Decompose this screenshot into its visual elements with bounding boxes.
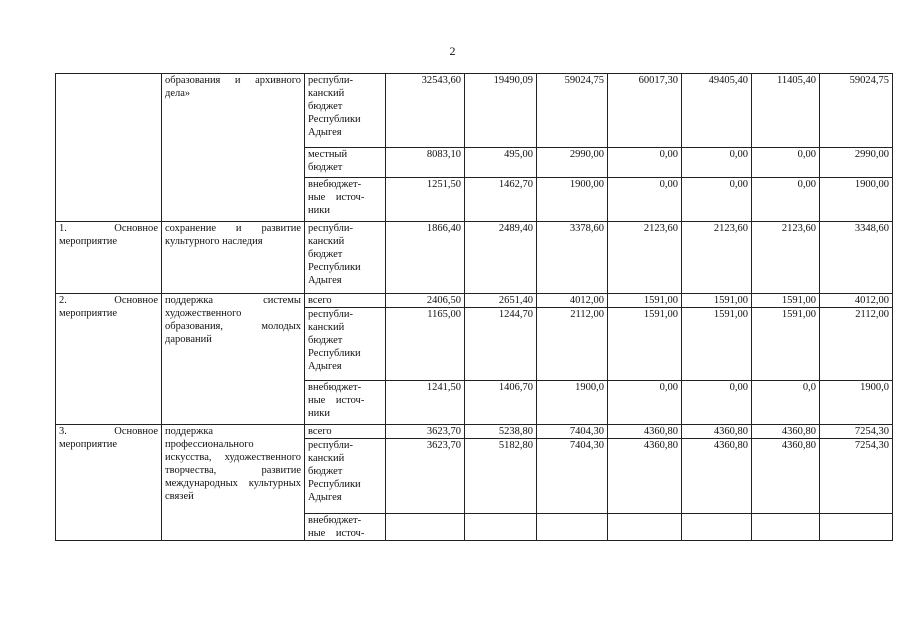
value-cell	[465, 514, 537, 541]
source-cell: всего	[305, 425, 386, 439]
event-cell	[56, 74, 162, 222]
source-cell: республи- канский бюджет Республики Адыгея	[305, 74, 386, 148]
value-cell: 1591,00	[682, 294, 752, 308]
description-cell: образования и архивного дела»	[162, 74, 305, 222]
value-cell: 1165,00	[386, 308, 465, 381]
value-cell: 4360,80	[752, 439, 820, 514]
table-row	[56, 425, 893, 439]
value-cell: 60017,30	[608, 74, 682, 148]
value-cell: 2489,40	[465, 222, 537, 294]
table-row	[56, 74, 893, 148]
source-cell: республи- канский бюджет Республики Адыгея	[305, 222, 386, 294]
value-cell: 5182,80	[465, 439, 537, 514]
value-cell: 1591,00	[752, 294, 820, 308]
value-cell: 0,00	[682, 178, 752, 222]
source-cell: республи- канский бюджет Республики Адыгея	[305, 439, 386, 514]
source-cell: внебюджет- ные источ- ники	[305, 178, 386, 222]
source-cell: местный бюджет	[305, 148, 386, 178]
value-cell: 49405,40	[682, 74, 752, 148]
value-cell: 4012,00	[820, 294, 893, 308]
table-row	[56, 294, 893, 308]
value-cell: 3623,70	[386, 425, 465, 439]
source-cell: внебюджет- ные источ-	[305, 514, 386, 541]
value-cell	[752, 514, 820, 541]
value-cell: 2406,50	[386, 294, 465, 308]
value-cell: 8083,10	[386, 148, 465, 178]
source-cell: внебюджет- ные источ- ники	[305, 381, 386, 425]
source-cell: республи- канский бюджет Республики Адыгея	[305, 308, 386, 381]
value-cell: 3623,70	[386, 439, 465, 514]
value-cell: 19490,09	[465, 74, 537, 148]
value-cell: 7254,30	[820, 425, 893, 439]
value-cell: 1462,70	[465, 178, 537, 222]
value-cell: 1866,40	[386, 222, 465, 294]
value-cell: 0,00	[752, 178, 820, 222]
value-cell: 7404,30	[537, 439, 608, 514]
value-cell: 1591,00	[608, 308, 682, 381]
value-cell: 1244,70	[465, 308, 537, 381]
value-cell	[537, 514, 608, 541]
value-cell: 0,00	[682, 381, 752, 425]
value-cell: 2112,00	[537, 308, 608, 381]
description-cell: поддержка профессионального искусства, художественного творчества, развитие международных культурных связей	[162, 425, 305, 541]
value-cell: 59024,75	[820, 74, 893, 148]
value-cell: 0,00	[752, 148, 820, 178]
value-cell: 2123,60	[682, 222, 752, 294]
value-cell: 1251,50	[386, 178, 465, 222]
value-cell: 1900,00	[537, 178, 608, 222]
value-cell: 4360,80	[608, 425, 682, 439]
value-cell: 1591,00	[608, 294, 682, 308]
value-cell: 495,00	[465, 148, 537, 178]
value-cell: 3348,60	[820, 222, 893, 294]
value-cell: 4360,80	[752, 425, 820, 439]
value-cell: 32543,60	[386, 74, 465, 148]
event-cell: 3. Основное мероприятие	[56, 425, 162, 541]
event-cell: 2. Основное мероприятие	[56, 294, 162, 425]
source-cell: всего	[305, 294, 386, 308]
description-cell: сохранение и развитие культурного наследия	[162, 222, 305, 294]
value-cell: 2112,00	[820, 308, 893, 381]
value-cell: 4360,80	[682, 425, 752, 439]
table-row	[56, 222, 893, 294]
page-number: 2	[449, 44, 456, 58]
value-cell: 5238,80	[465, 425, 537, 439]
value-cell: 2123,60	[608, 222, 682, 294]
value-cell: 1241,50	[386, 381, 465, 425]
value-cell: 1591,00	[752, 308, 820, 381]
value-cell: 1406,70	[465, 381, 537, 425]
value-cell: 1900,00	[820, 178, 893, 222]
value-cell: 11405,40	[752, 74, 820, 148]
value-cell: 1591,00	[682, 308, 752, 381]
description-cell: поддержка системы художественного образования, молодых дарований	[162, 294, 305, 425]
value-cell: 2990,00	[537, 148, 608, 178]
value-cell: 0,0	[752, 381, 820, 425]
value-cell: 4012,00	[537, 294, 608, 308]
value-cell: 2990,00	[820, 148, 893, 178]
value-cell: 7404,30	[537, 425, 608, 439]
value-cell: 1900,0	[537, 381, 608, 425]
value-cell	[386, 514, 465, 541]
value-cell: 0,00	[682, 148, 752, 178]
budget-table	[55, 73, 893, 541]
value-cell	[820, 514, 893, 541]
value-cell: 0,00	[608, 381, 682, 425]
value-cell	[682, 514, 752, 541]
value-cell: 59024,75	[537, 74, 608, 148]
value-cell: 4360,80	[682, 439, 752, 514]
value-cell: 3378,60	[537, 222, 608, 294]
value-cell: 0,00	[608, 148, 682, 178]
value-cell	[608, 514, 682, 541]
event-cell: 1. Основное мероприятие	[56, 222, 162, 294]
value-cell: 2651,40	[465, 294, 537, 308]
value-cell: 7254,30	[820, 439, 893, 514]
value-cell: 1900,0	[820, 381, 893, 425]
value-cell: 4360,80	[608, 439, 682, 514]
value-cell: 0,00	[608, 178, 682, 222]
value-cell: 2123,60	[752, 222, 820, 294]
